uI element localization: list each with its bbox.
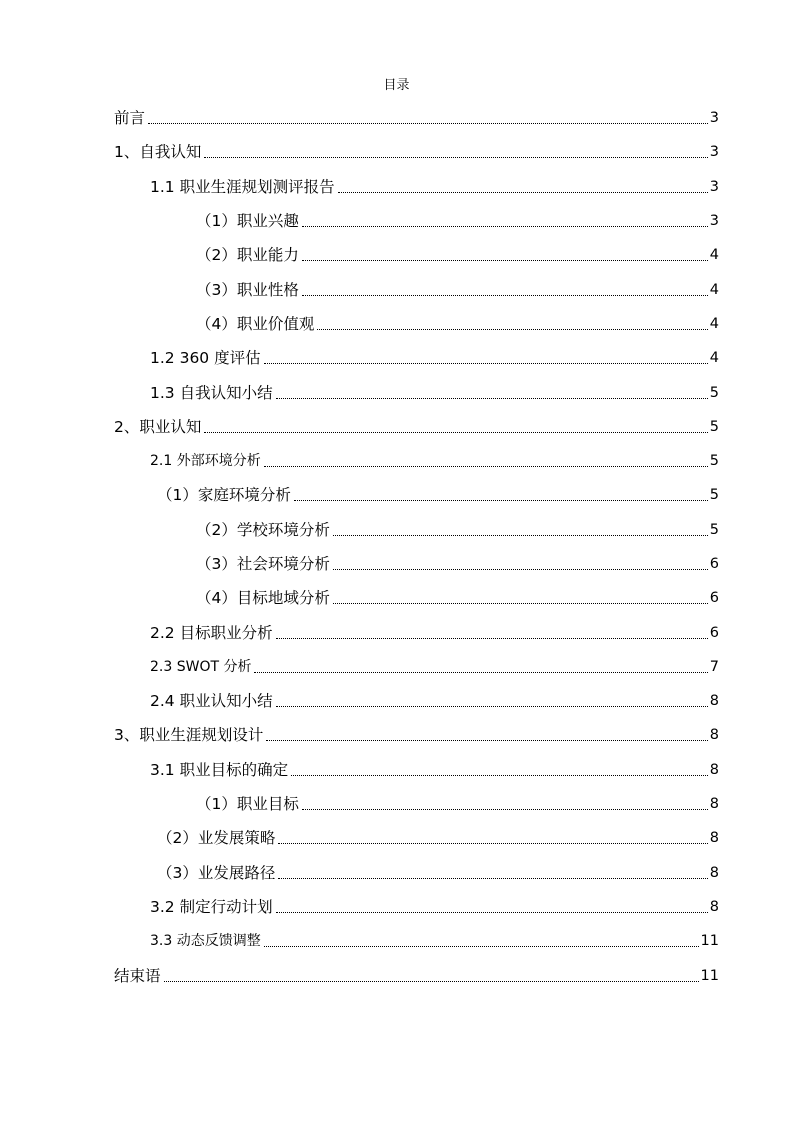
toc-entry-page: 5 <box>709 521 719 538</box>
toc-entry-page: 11 <box>700 933 719 950</box>
toc-entry-label: 2.2 目标职业分析 <box>150 623 273 642</box>
toc-entry-label: 2.3 SWOT 分析 <box>150 658 252 675</box>
dot-leader <box>302 245 708 265</box>
toc-entry-item[interactable] <box>0 856 793 890</box>
toc-entry-item[interactable] <box>0 787 793 821</box>
dot-leader <box>302 211 708 231</box>
toc-entry-page: 8 <box>709 761 719 778</box>
toc-entry-section-3-1[interactable] <box>0 753 793 787</box>
toc-entry-page: 4 <box>709 315 719 332</box>
toc-entry-page: 6 <box>709 556 719 572</box>
toc-entry-item[interactable] <box>0 821 793 855</box>
toc-entry-page: 11 <box>700 967 719 984</box>
dot-leader <box>291 760 708 780</box>
toc-entry-label: 前言 <box>114 109 146 128</box>
toc-entry-conclusion[interactable] <box>0 958 793 992</box>
toc-entry-label: （4）目标地域分析 <box>196 589 330 608</box>
toc-entry-label: 2.1 外部环境分析 <box>150 453 261 470</box>
toc-entry-label: （1）职业兴趣 <box>196 212 299 231</box>
toc-entry-label: 2.4 职业认知小结 <box>150 692 273 711</box>
dot-leader <box>302 794 708 814</box>
toc-entry-page: 5 <box>709 418 719 435</box>
toc-entry-label: （1）家庭环境分析 <box>157 486 291 505</box>
toc-entry-page: 8 <box>709 898 719 915</box>
dot-leader <box>276 897 708 917</box>
toc-entry-page: 8 <box>709 796 719 813</box>
toc-entry-section-3-3[interactable] <box>0 924 793 958</box>
toc-entry-page: 8 <box>709 727 719 744</box>
toc-entry-label: （3）业发展路径 <box>157 863 276 882</box>
toc-entry-label: 1.2 360 度评估 <box>150 349 261 368</box>
toc-entry-label: 结束语 <box>114 966 161 985</box>
toc-entry-item[interactable] <box>0 478 793 512</box>
dot-leader <box>264 931 699 951</box>
toc-entry-page: 8 <box>709 830 719 847</box>
toc-entry-section-1-3[interactable] <box>0 375 793 409</box>
toc-entry-item[interactable] <box>0 238 793 272</box>
toc-entry-label: （1）职业目标 <box>196 795 299 814</box>
toc-entry-page: 7 <box>709 658 719 675</box>
toc-entry-page: 3 <box>709 178 719 195</box>
toc-entry-label: 3.2 制定行动计划 <box>150 897 273 916</box>
toc-entry-section-2-4[interactable] <box>0 684 793 718</box>
dot-leader <box>276 691 708 711</box>
dot-leader <box>333 520 708 540</box>
table-of-contents <box>0 101 793 993</box>
toc-entry-page: 5 <box>709 384 719 401</box>
toc-entry-page: 8 <box>709 864 719 881</box>
toc-entry-item[interactable] <box>0 272 793 306</box>
toc-entry-chapter-1[interactable] <box>0 135 793 169</box>
dot-leader <box>264 451 708 471</box>
toc-entry-item[interactable] <box>0 307 793 341</box>
toc-entry-page: 4 <box>709 281 719 298</box>
toc-entry-item[interactable] <box>0 513 793 547</box>
toc-entry-label: （2）职业能力 <box>196 246 299 265</box>
dot-leader <box>278 828 707 848</box>
dot-leader <box>317 314 707 334</box>
dot-leader <box>276 383 708 403</box>
toc-entry-label: 1、自我认知 <box>114 143 202 162</box>
toc-entry-item[interactable] <box>0 547 793 581</box>
toc-entry-page: 5 <box>709 487 719 504</box>
dot-leader <box>333 554 708 574</box>
dot-leader <box>333 588 708 608</box>
toc-entry-section-2-3[interactable] <box>0 650 793 684</box>
toc-entry-label: 3.3 动态反馈调整 <box>150 933 261 950</box>
dot-leader <box>204 417 707 437</box>
toc-entry-label: （2）学校环境分析 <box>196 520 330 539</box>
toc-entry-page: 3 <box>709 110 719 127</box>
toc-entry-page: 4 <box>709 247 719 264</box>
toc-entry-section-1-2[interactable] <box>0 341 793 375</box>
toc-entry-page: 6 <box>709 590 719 607</box>
dot-leader <box>266 725 707 745</box>
toc-entry-label: （3）社会环境分析 <box>196 555 330 573</box>
toc-entry-section-2-1[interactable] <box>0 444 793 478</box>
dot-leader <box>276 623 708 643</box>
dot-leader <box>294 485 708 505</box>
dot-leader <box>204 142 707 162</box>
toc-entry-page: 5 <box>709 453 719 470</box>
toc-entry-label: 3.1 职业目标的确定 <box>150 760 289 779</box>
dot-leader <box>338 177 708 197</box>
toc-entry-section-2-2[interactable] <box>0 615 793 649</box>
toc-entry-label: 2、职业认知 <box>114 417 202 436</box>
dot-leader <box>302 280 708 300</box>
toc-entry-label: 1.1 职业生涯规划测评报告 <box>150 177 335 196</box>
toc-entry-preface[interactable] <box>0 101 793 135</box>
toc-entry-item[interactable] <box>0 204 793 238</box>
toc-entry-label: （2）业发展策略 <box>157 829 276 848</box>
toc-title: 目录 <box>383 78 410 93</box>
toc-entry-item[interactable] <box>0 581 793 615</box>
toc-entry-label: （4）职业价值观 <box>196 314 315 333</box>
toc-entry-chapter-2[interactable] <box>0 410 793 444</box>
toc-entry-page: 8 <box>709 693 719 710</box>
toc-entry-label: 3、职业生涯规划设计 <box>114 726 264 745</box>
toc-entry-section-1-1[interactable] <box>0 170 793 204</box>
toc-entry-section-3-2[interactable] <box>0 890 793 924</box>
toc-entry-page: 3 <box>709 213 719 230</box>
toc-entry-chapter-3[interactable] <box>0 718 793 752</box>
toc-entry-label: 1.3 自我认知小结 <box>150 383 273 402</box>
dot-leader <box>278 863 707 883</box>
dot-leader <box>264 348 708 368</box>
toc-entry-page: 6 <box>709 624 719 641</box>
dot-leader <box>164 966 699 986</box>
dot-leader <box>254 657 707 677</box>
toc-entry-page: 3 <box>709 144 719 161</box>
toc-entry-page: 4 <box>709 350 719 367</box>
dot-leader <box>148 108 708 128</box>
toc-entry-label: （3）职业性格 <box>196 280 299 299</box>
